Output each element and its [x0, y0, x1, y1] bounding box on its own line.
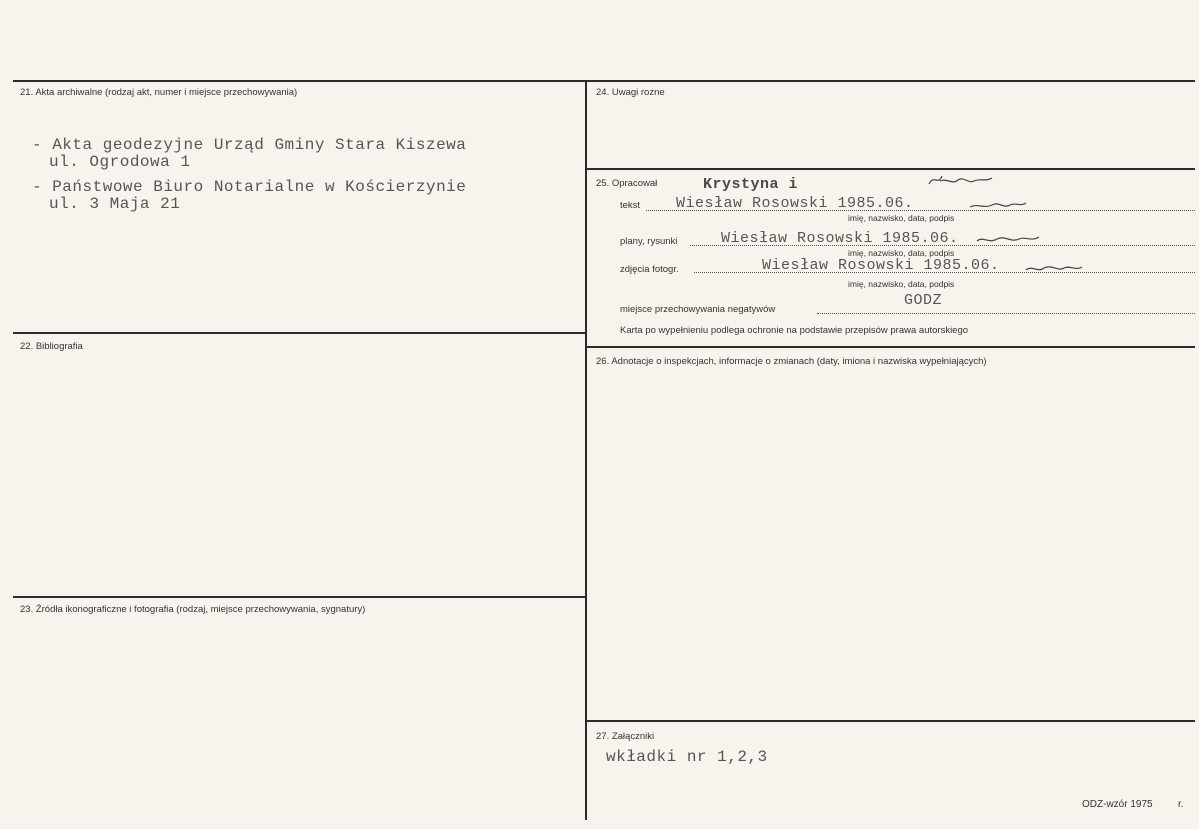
plany-signature	[975, 232, 1041, 246]
author-name: Krystyna i	[703, 176, 799, 193]
tekst-signature	[968, 198, 1028, 212]
section-23-label: 23. Źródła ikonograficzne i fotografia (rodzaj, miejsce przechowywania, sygnatury)	[20, 604, 366, 615]
section-24-label: 24. Uwagi rozne	[596, 87, 665, 98]
tekst-label: tekst	[620, 200, 641, 211]
section-21-label: 21. Akta archiwalne (rodzaj akt, numer i miejsce przechowywania)	[20, 87, 298, 98]
center-vertical-rule	[585, 80, 587, 820]
archive-entry-1-line1: - Akta geodezyjne Urząd Gminy Stara Kiszewa	[32, 136, 467, 154]
copyright-note: Karta po wypełnieniu podlega ochronie na podstawie przepisów prawa autorskiego	[620, 325, 969, 336]
right-rule-25-26	[587, 346, 1195, 348]
zdjecia-caption: imię, nazwisko, data, podpis	[848, 279, 955, 289]
negatywy-label: miejsce przechowywania negatywów	[620, 304, 776, 315]
negatywy-value: GODZ	[904, 292, 943, 309]
plany-caption: imię, nazwisko, data, podpis	[848, 248, 955, 258]
archive-entry-1-line2: ul. Ogrodowa 1	[49, 153, 191, 171]
top-rule	[13, 80, 1195, 82]
section-22-label: 22. Bibliografia	[20, 341, 83, 352]
right-rule-26-27	[587, 720, 1195, 722]
section-26-label: 26. Adnotacje o inspekcjach, informacje o zmianach (daty, imiona i nazwiska wypełniających)	[596, 356, 987, 367]
attachments-value: wkładki nr 1,2,3	[606, 748, 768, 766]
right-rule-24-25	[587, 168, 1195, 170]
tekst-caption: imię, nazwisko, data, podpis	[848, 213, 955, 223]
negatywy-dotted-line	[817, 313, 1195, 314]
left-rule-22-23	[13, 596, 585, 598]
section-25-label: 25. Opracował	[596, 178, 658, 189]
left-rule-21-22	[13, 332, 585, 334]
author-signature	[926, 172, 996, 188]
plany-label: plany, rysunki	[620, 236, 678, 247]
archive-entry-2-line1: - Państwowe Biuro Notarialne w Kościerzynie	[32, 178, 467, 196]
archive-entry-2-line2: ul. 3 Maja 21	[49, 195, 181, 213]
plany-value: Wiesław Rosowski 1985.06.	[721, 230, 959, 247]
form-year-suffix: r.	[1178, 799, 1184, 810]
zdjecia-signature	[1024, 261, 1084, 275]
section-27-label: 27. Załączniki	[596, 731, 655, 742]
form-number: ODZ-wzór 1975	[1082, 799, 1153, 810]
zdjecia-label: zdjęcia fotogr.	[620, 264, 679, 275]
zdjecia-value: Wiesław Rosowski 1985.06.	[762, 257, 1000, 274]
tekst-value: Wiesław Rosowski 1985.06.	[676, 195, 914, 212]
